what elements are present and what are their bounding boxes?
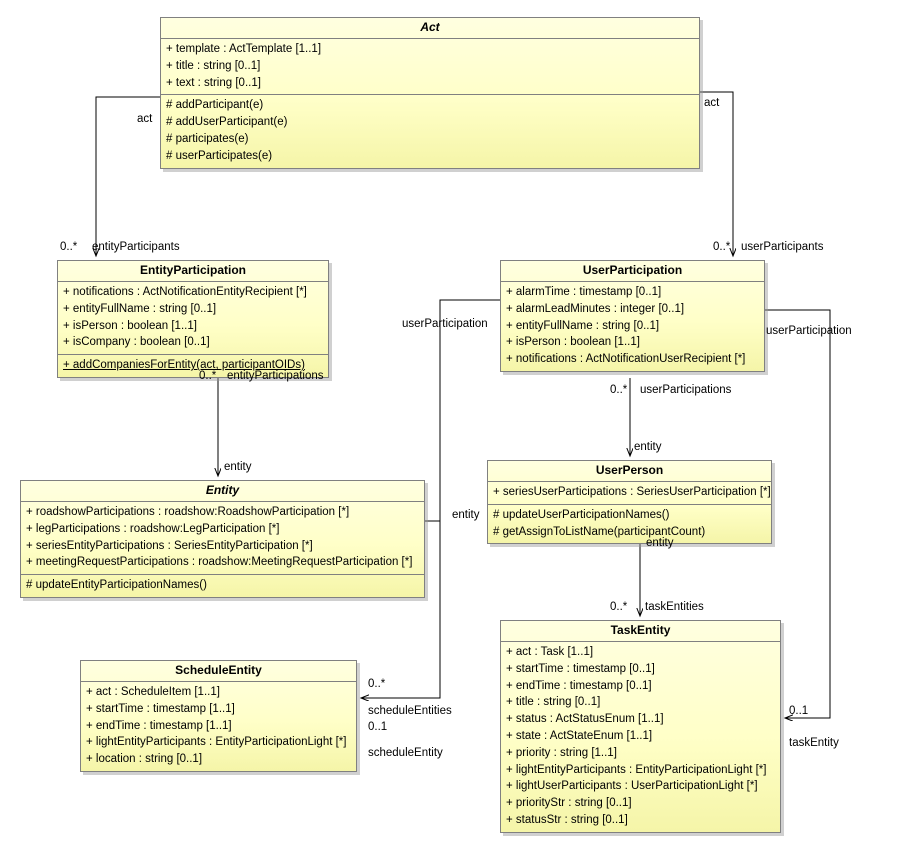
edge-label-schedule-entity-mult: 0..1	[368, 721, 388, 733]
attribute: + entityFullName : string [0..1]	[63, 302, 217, 315]
class-user-participation[interactable]	[500, 260, 765, 372]
attribute: + act : ScheduleItem [1..1]	[86, 686, 220, 698]
edge-label-schedule-entities: scheduleEntities	[368, 705, 452, 717]
attribute: + act : Task [1..1]	[506, 646, 594, 658]
attribute: + meetingRequestParticipations : roadshow:MeetingRequestParticipation [*]	[26, 556, 413, 569]
attributes-section	[501, 282, 764, 371]
operation: # participates(e)	[166, 132, 249, 145]
attribute: + seriesUserParticipations : SeriesUserParticipation [*]	[493, 486, 771, 498]
operation: # addParticipant(e)	[166, 99, 264, 112]
attribute: + endTime : timestamp [1..1]	[86, 719, 232, 732]
class-task-entity[interactable]	[500, 620, 781, 833]
attribute: + text : string [0..1]	[166, 76, 261, 89]
class-name: UserPerson	[488, 461, 771, 482]
class-act[interactable]	[160, 17, 700, 169]
attribute: + endTime : timestamp [0..1]	[506, 679, 652, 692]
class-user-person[interactable]	[487, 460, 772, 544]
class-name: Entity	[21, 481, 424, 502]
operation: # updateUserParticipationNames()	[493, 508, 670, 521]
edge-label-entity-participants-mult: 0..*	[60, 241, 78, 253]
class-name: EntityParticipation	[58, 261, 328, 282]
edge-label-user-participants: userParticipants	[741, 241, 824, 253]
attribute: + entityFullName : string [0..1]	[506, 319, 660, 332]
edge-label-entity-participants: entityParticipants	[92, 241, 180, 253]
class-name: ScheduleEntity	[81, 661, 356, 682]
attribute: + startTime : timestamp [0..1]	[506, 662, 655, 675]
edge-label-task-entity-mult: 0..1	[789, 705, 809, 717]
edge-label-entity-participations: entityParticipations	[227, 370, 324, 382]
class-name: UserParticipation	[501, 261, 764, 282]
operations-section	[161, 95, 699, 167]
edge-label-task-entities-mult: 0..*	[610, 601, 628, 613]
class-entity[interactable]	[20, 480, 425, 598]
attribute: + lightEntityParticipants : EntityParticipationLight [*]	[506, 763, 767, 776]
edge-label-act-left: act	[137, 113, 153, 125]
attribute: + lightUserParticipants : UserParticipationLight [*]	[506, 780, 758, 793]
edge-label-schedule-entities-mult: 0..*	[368, 678, 386, 690]
attribute: + isPerson : boolean [1..1]	[63, 319, 197, 332]
class-name: Act	[161, 18, 699, 39]
attribute: + template : ActTemplate [1..1]	[166, 43, 322, 55]
edge-label-schedule-entity-role: scheduleEntity	[368, 747, 443, 759]
attribute: + lightEntityParticipants : EntityParticipationLight [*]	[86, 736, 347, 749]
attribute: + startTime : timestamp [1..1]	[86, 702, 235, 715]
attribute: + alarmTime : timestamp [0..1]	[506, 286, 662, 298]
operation: + addCompaniesForEntity(act, participantOIDs)	[63, 359, 305, 372]
class-schedule-entity[interactable]	[80, 660, 357, 772]
edge-label-entity-task: entity	[646, 537, 674, 549]
attribute: + priority : string [1..1]	[506, 746, 617, 759]
attributes-section	[501, 642, 780, 832]
attributes-section	[81, 682, 356, 771]
class-entity-participation[interactable]	[57, 260, 329, 378]
attribute: + priorityStr : string [0..1]	[506, 797, 632, 810]
operation: # updateEntityParticipationNames()	[26, 579, 207, 592]
edge-label-entity-entityparticipation: entity	[224, 461, 252, 473]
edge-label-user-participations-mult: 0..*	[610, 384, 628, 396]
edge-label-entity-userperson: entity	[634, 441, 662, 453]
attribute: + isCompany : boolean [0..1]	[63, 336, 210, 349]
operation: # userParticipates(e)	[166, 149, 273, 162]
attribute: + notifications : ActNotificationEntityRecipient [*]	[63, 286, 307, 298]
operation: # getAssignToListName(participantCount)	[493, 525, 706, 538]
class-name: TaskEntity	[501, 621, 780, 642]
operations-section	[488, 505, 771, 544]
attribute: + seriesEntityParticipations : SeriesEntityParticipation [*]	[26, 539, 313, 552]
attribute: + title : string [0..1]	[506, 696, 601, 709]
attribute: + status : ActStatusEnum [1..1]	[506, 713, 664, 726]
attribute: + title : string [0..1]	[166, 59, 261, 72]
attribute: + alarmLeadMinutes : integer [0..1]	[506, 302, 685, 315]
attribute: + legParticipations : roadshow:LegParticipation [*]	[26, 522, 280, 535]
attributes-section	[488, 482, 771, 505]
edge-label-user-participation-right: userParticipation	[766, 325, 852, 337]
edge-label-act-right: act	[704, 97, 720, 109]
edge-label-task-entities: taskEntities	[645, 601, 704, 613]
operations-section	[21, 575, 424, 597]
edge-label-user-participation-left: userParticipation	[402, 318, 488, 330]
attributes-section	[21, 502, 424, 575]
attribute: + location : string [0..1]	[86, 753, 203, 766]
attribute: + notifications : ActNotificationUserRecipient [*]	[506, 353, 746, 366]
attribute: + isPerson : boolean [1..1]	[506, 336, 640, 349]
edge-label-user-participants-mult: 0..*	[713, 241, 731, 253]
edge-label-entity-participations-mult: 0..*	[199, 370, 217, 382]
attributes-section	[58, 282, 328, 355]
attribute: + state : ActStateEnum [1..1]	[506, 729, 653, 742]
attributes-section	[161, 39, 699, 95]
edge-label-user-participations: userParticipations	[640, 384, 732, 396]
attribute: + roadshowParticipations : roadshow:RoadshowParticipation [*]	[26, 506, 350, 518]
attribute: + statusStr : string [0..1]	[506, 813, 628, 826]
edge-label-task-entity-role: taskEntity	[789, 737, 839, 749]
operation: # addUserParticipant(e)	[166, 116, 288, 129]
edge-label-entity-schedule: entity	[452, 509, 480, 521]
